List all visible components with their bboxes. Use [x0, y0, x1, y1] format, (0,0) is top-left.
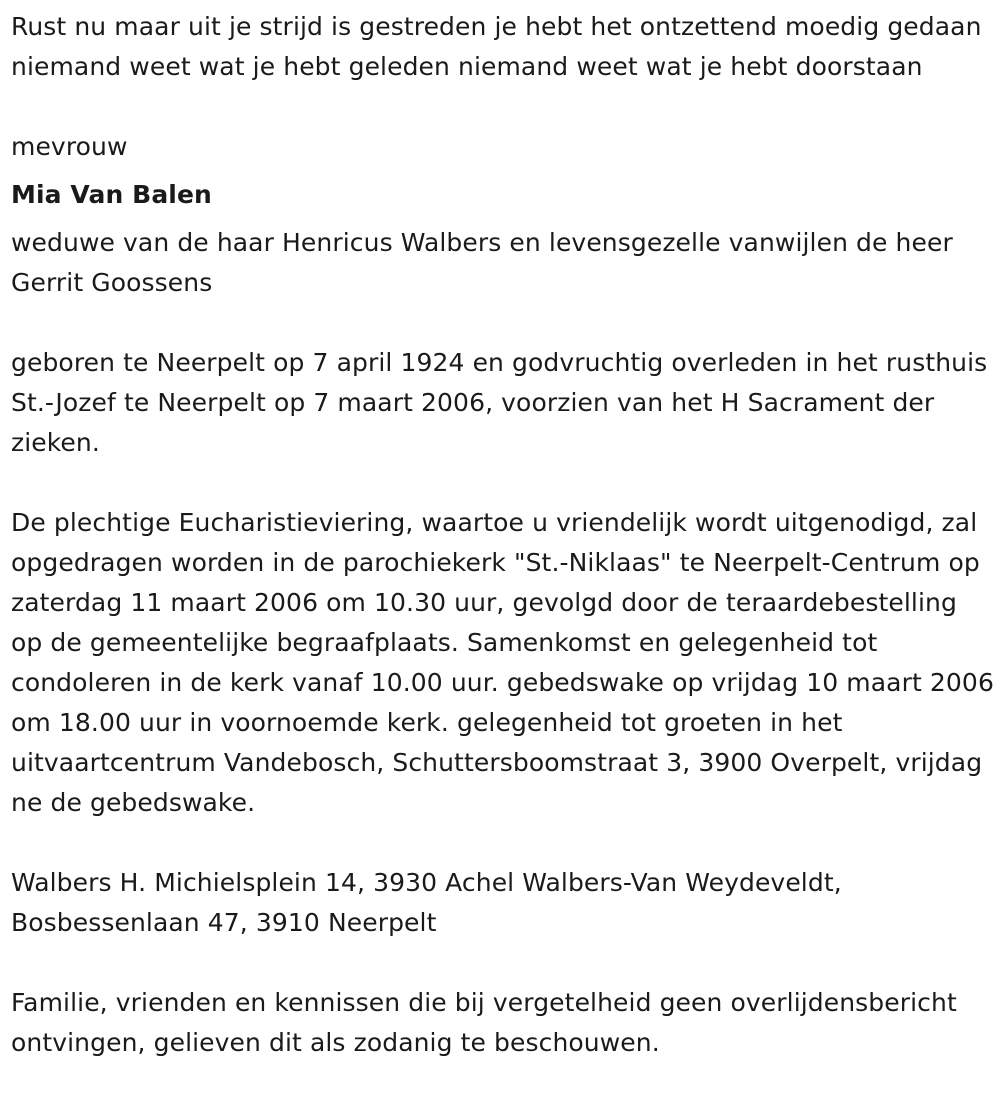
family-addresses: Walbers H. Michielsplein 14, 3930 Achel Walbers-Van Weydeveldt, Bosbessenlaan 47, 3910 Neerpelt: [11, 868, 842, 937]
honorific-title: mevrouw: [11, 132, 128, 161]
deceased-name: Mia Van Balen: [11, 180, 212, 209]
relation-text: weduwe van de haar Henricus Walbers en levensgezelle vanwijlen de heer Gerrit Goossens: [11, 228, 953, 297]
obituary-notice: [11, 7, 996, 1063]
closing-paragraph: Familie, vrienden en kennissen die bij vergetelheid geen overlijdensbericht ontvingen, gelieven dit als zodanig te beschouwen.: [11, 988, 957, 1057]
ceremony-paragraph: De plechtige Eucharistieviering, waartoe u vriendelijk wordt uitgenodigd, zal opgedragen worden in de parochiekerk "St.-Niklaas" te Neerpelt-Centrum op zaterdag 11 maart 2006 om 10.30 uur, gevolgd door de teraardebestelling op de gemeentelijke begraafplaats. Samenkomst en gelegenheid tot condoleren in de kerk vanaf 10.00 uur. gebedswake op vrijdag 10 maart 2006 om 18.00 uur in voornoemde kerk. gelegenheid tot groeten in het uitvaartcentrum Vandebosch, Schuttersboomstraat 3, 3900 Overpelt, vrijdag ne de gebedswake.: [11, 508, 994, 817]
poem-text: Rust nu maar uit je strijd is gestreden je hebt het ontzettend moedig gedaan niemand weet wat je hebt geleden niemand weet wat je hebt doorstaan: [11, 12, 982, 81]
birth-death-paragraph: geboren te Neerpelt op 7 april 1924 en godvruchtig overleden in het rusthuis St.-Jozef te Neerpelt op 7 maart 2006, voorzien van het H Sacrament der zieken.: [11, 348, 988, 457]
